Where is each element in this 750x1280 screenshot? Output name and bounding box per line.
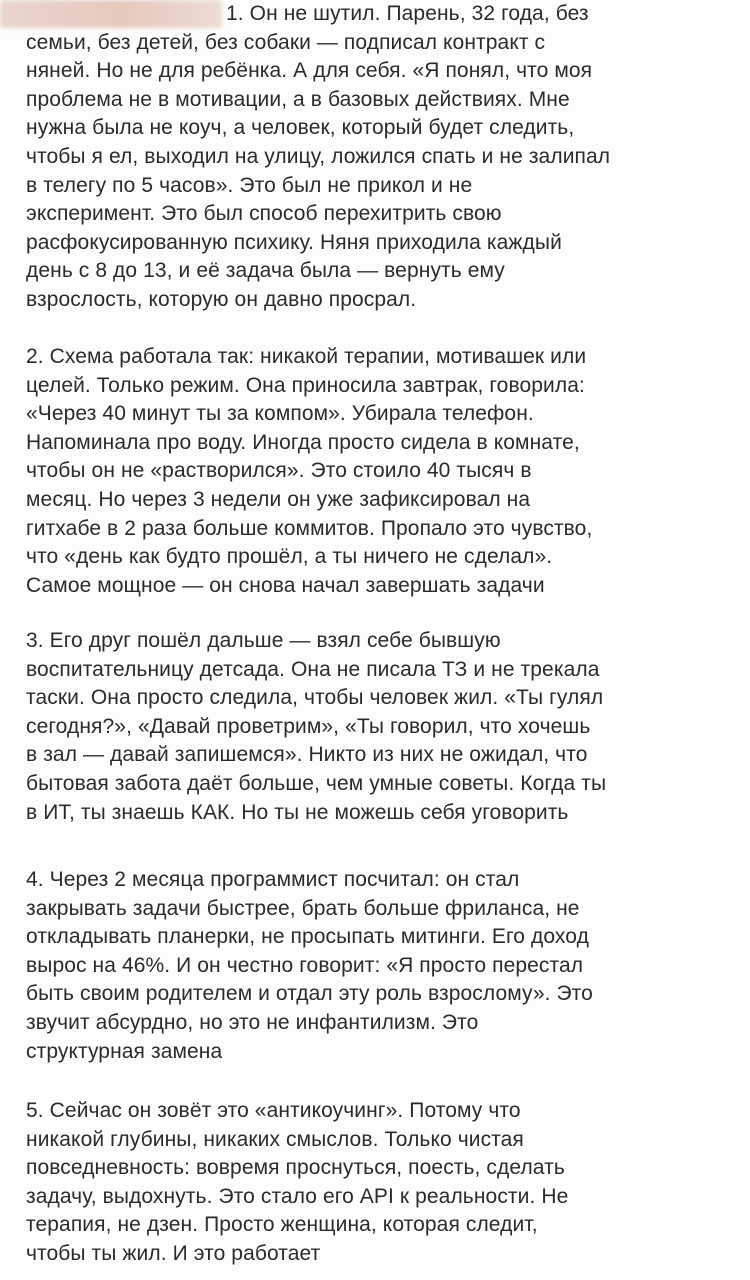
paragraph-1: 1. Он не шутил. Парень, 32 года, без семьи, без детей, без собаки — подписал контракт с няней. Но не для ребёнка. А для себя. «Я понял, что моя проблема не в мотивации, а в базовых действиях. Мне нужна была не коуч, а человек, который будет следить, чтобы я ел, выходил на улицу, ложился спать и не залипал в телегу по 5 часов». Это был не прикол и не эксперимент. Это был способ перехитрить свою расфокусированную психику. Няня приходила каждый день с 8 до 13, и её задача была — вернуть ему взрослость, которую он давно просрал.: [26, 2, 611, 311]
paragraph-4: 4. Через 2 месяца программист посчитал: он стал закрывать задачи быстрее, брать больше фриланса, не откладывать планерки, не просыпать митинги. Его доход вырос на 46%. И он честно говорит: «Я просто перестал быть своим родителем и отдал эту роль взрослому». Это звучит абсурдно, но это не инфантилизм. Это структурная замена: [26, 868, 593, 1063]
paragraph-5: 5. Сейчас он зовёт это «антикоучинг». Потому что никакой глубины, никаких смыслов. Только чистая повседневность: вовремя проснуться, поесть, сделать задачу, выдохнуть. Это стало его API к реальности. Не терапия, не дзен. Просто женщина, которая следит, чтобы ты жил. И это работает: [26, 1099, 569, 1265]
paragraph-2: 2. Схема работала так: никакой терапии, мотивашек или целей. Только режим. Она приносила завтрак, говорила: «Через 40 минут ты за компом». Убирала телефон. Напоминала про воду. Иногда просто сидела в комнате, чтобы он не «растворился». Это стоило 40 тысяч в месяц. Но через 3 недели он уже зафиксировал на гитхабе в 2 раза больше коммитов. Пропало это чувство, что «день как будто прошёл, а ты ничего не сделал». Самое мощное — он снова начал завершать задачи: [26, 345, 593, 597]
paragraph-3: 3. Его друг пошёл дальше — взял себе бывшую воспитательницу детсада. Она не писала ТЗ и не трекала таски. Она просто следила, чтобы человек жил. «Ты гулял сегодня?», «Давай проветрим», «Ты говорил, что хочешь в зал — давай запишемся». Никто из них не ожидал, что бытовая забота даёт больше, чем умные советы. Когда ты в ИТ, ты знаешь КАК. Но ты не можешь себя уговорить: [26, 629, 607, 824]
